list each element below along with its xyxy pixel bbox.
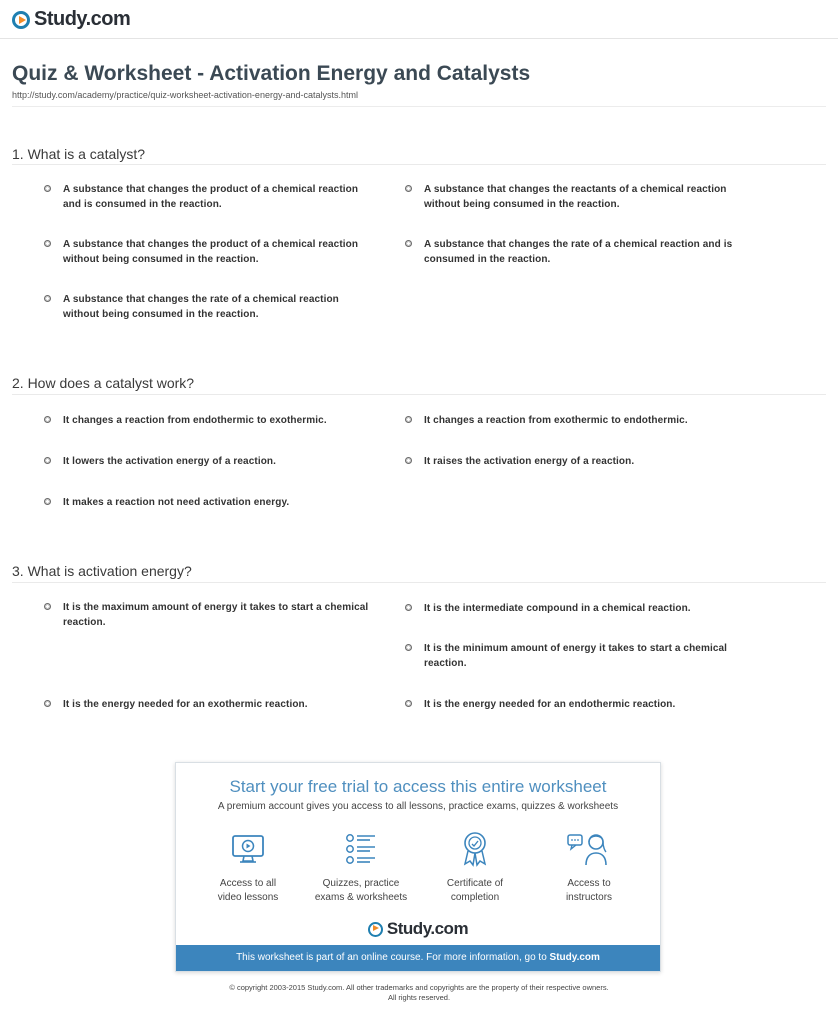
feature-line-1: Quizzes, practice	[322, 878, 400, 889]
promo-subtitle: A premium account gives you access to all lessons, practice exams, quizzes & worksheets	[217, 801, 619, 812]
header-divider	[0, 38, 838, 39]
question-2-title: 2. How does a catalyst work?	[12, 375, 195, 391]
question-3-option-a[interactable]	[44, 600, 374, 630]
question-3-option-e[interactable]	[405, 697, 735, 712]
radio-button[interactable]	[44, 295, 51, 302]
copyright-line-1: © copyright 2003-2015 Study.com. All other trademarks and copyrights are the property of their respective owners.	[229, 983, 609, 992]
logo-text: Study.com	[34, 8, 131, 30]
radio-button[interactable]	[405, 416, 412, 423]
feature-quizzes	[306, 829, 416, 905]
radio-button[interactable]	[44, 700, 51, 707]
question-3-option-c[interactable]	[405, 641, 735, 671]
feature-label	[534, 877, 644, 905]
option-label: It changes a reaction from exothermic to endothermic.	[424, 415, 688, 426]
radio-button[interactable]	[44, 240, 51, 247]
quiz-list-icon	[306, 829, 416, 869]
option-label: It is the energy needed for an endothermic reaction.	[424, 699, 676, 710]
option-label: A substance that changes the product of a chemical reaction without being consumed in the reaction.	[63, 239, 359, 265]
question-2-divider	[12, 394, 826, 395]
question-1-divider	[12, 164, 826, 165]
feature-line-1: Access to	[567, 878, 611, 889]
feature-line-2: instructors	[565, 892, 613, 903]
option-label: It is the maximum amount of energy it takes to start a chemical reaction.	[63, 602, 369, 628]
feature-line-2: video lessons	[217, 892, 279, 903]
option-label: A substance that changes the rate of a chemical reaction and is consumed in the reaction.	[424, 239, 733, 265]
radio-button[interactable]	[405, 644, 412, 651]
feature-line-1: Certificate of	[446, 878, 504, 889]
feature-label	[420, 877, 530, 905]
page-url[interactable]: http://study.com/academy/practice/quiz-worksheet-activation-energy-and-catalysts.html	[12, 90, 358, 100]
question-1-option-d[interactable]	[405, 237, 735, 267]
option-label: It is the energy needed for an exothermic reaction.	[63, 699, 308, 710]
radio-button[interactable]	[405, 604, 412, 611]
question-3-option-d[interactable]	[44, 697, 374, 712]
video-monitor-icon	[193, 829, 303, 869]
certificate-ribbon-icon	[420, 829, 530, 869]
option-label: It changes a reaction from endothermic to exothermic.	[63, 415, 327, 426]
option-label: A substance that changes the reactants of a chemical reaction without being consumed in the reaction.	[424, 184, 727, 210]
question-2-option-e[interactable]	[44, 495, 374, 510]
premium-promo-box	[175, 762, 661, 972]
feature-label	[306, 877, 416, 905]
option-label: It is the minimum amount of energy it takes to start a chemical reaction.	[424, 643, 728, 669]
bar-text: This worksheet is part of an online course. For more information, go to	[236, 952, 550, 963]
feature-certificate	[420, 829, 530, 905]
radio-button[interactable]	[44, 416, 51, 423]
radio-button[interactable]	[405, 457, 412, 464]
question-2-option-c[interactable]	[44, 454, 374, 469]
question-1-option-b[interactable]	[405, 182, 735, 212]
radio-button[interactable]	[44, 457, 51, 464]
instructor-chat-icon	[534, 829, 644, 869]
promo-title[interactable]: Start your free trial to access this entire worksheet	[229, 777, 607, 796]
option-label: It lowers the activation energy of a reaction.	[63, 456, 276, 467]
question-3-title: 3. What is activation energy?	[12, 563, 192, 579]
question-1-option-c[interactable]	[44, 237, 374, 267]
question-1-option-e[interactable]	[44, 292, 374, 322]
question-1-title: 1. What is a catalyst?	[12, 146, 146, 162]
question-2-option-d[interactable]	[405, 454, 735, 469]
play-logo-icon	[12, 11, 30, 29]
radio-button[interactable]	[44, 185, 51, 192]
feature-instructors	[534, 829, 644, 905]
title-divider	[12, 106, 826, 107]
play-logo-icon	[368, 922, 383, 937]
logo-text: Study.com	[386, 919, 469, 938]
question-2-option-a[interactable]	[44, 413, 374, 428]
radio-button[interactable]	[405, 240, 412, 247]
copyright-line-2: All rights reserved.	[387, 993, 451, 1002]
promo-study-logo[interactable]	[176, 919, 660, 939]
question-3-option-b[interactable]	[405, 601, 735, 616]
question-2-option-b[interactable]	[405, 413, 735, 428]
copyright-notice	[0, 983, 838, 1003]
radio-button[interactable]	[405, 700, 412, 707]
radio-button[interactable]	[44, 603, 51, 610]
radio-button[interactable]	[405, 185, 412, 192]
radio-button[interactable]	[44, 498, 51, 505]
feature-label	[193, 877, 303, 905]
option-label: A substance that changes the rate of a chemical reaction without being consumed in the reaction.	[63, 294, 339, 320]
question-1-option-a[interactable]	[44, 182, 374, 212]
study-logo[interactable]	[12, 8, 130, 31]
course-info-bar	[176, 945, 660, 971]
page-title: Quiz & Worksheet - Activation Energy and Catalysts	[12, 62, 531, 85]
option-label: A substance that changes the product of a chemical reaction and is consumed in the reaction.	[63, 184, 359, 210]
option-label: It raises the activation energy of a reaction.	[424, 456, 635, 467]
feature-video-lessons	[193, 829, 303, 905]
feature-line-2: completion	[450, 892, 500, 903]
feature-line-1: Access to all	[219, 878, 277, 889]
option-label: It is the intermediate compound in a chemical reaction.	[424, 603, 691, 614]
option-label: It makes a reaction not need activation energy.	[63, 497, 290, 508]
study-link[interactable]: Study.com	[549, 952, 600, 963]
feature-line-2: exams & worksheets	[314, 892, 408, 903]
question-3-divider	[12, 582, 826, 583]
